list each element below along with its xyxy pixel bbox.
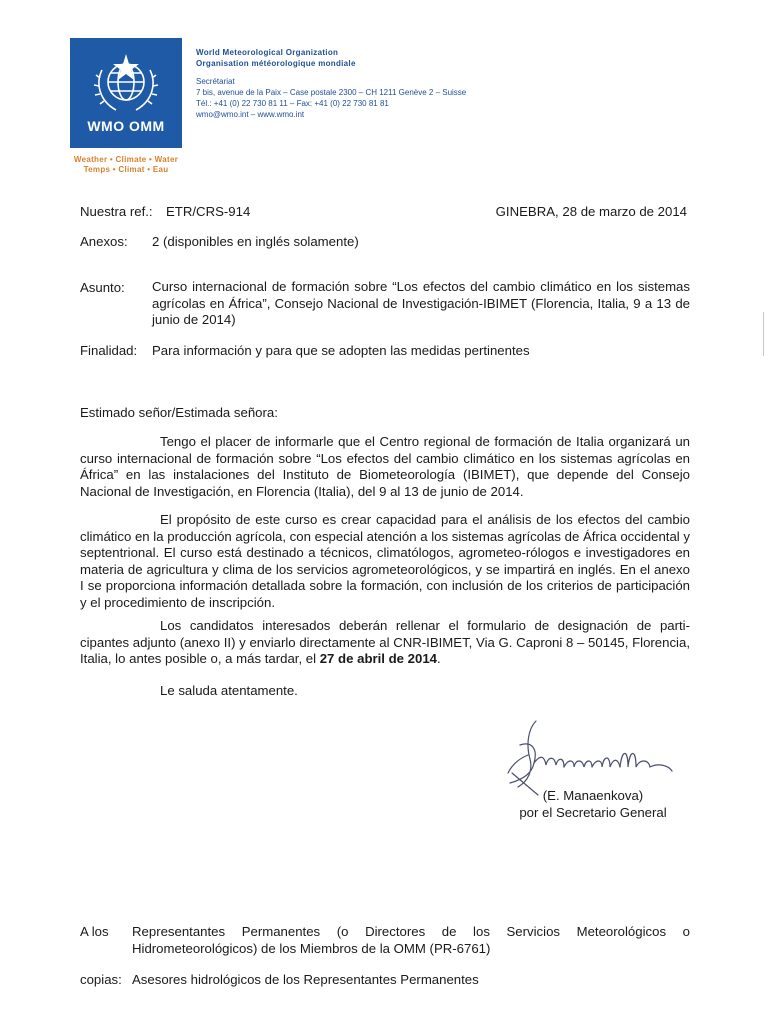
to-text: Representantes Permanentes (o Directores de los Servicios Meteorológicos o Hidrometeorológicos) de los Miembros de la OMM (PR-6761)	[132, 924, 690, 956]
place-date: GINEBRA, 28 de marzo de 2014	[495, 204, 687, 219]
paragraph-3-text: Los candidatos interesados deberán rellenar el formulario de designación de parti-cipantes adjunto (anexo II) y enviarlo directamente al CNR-IBIMET, Via G. Caproni 8 – 50145, Florencia, Italia, lo antes posible o, a más tardar, el	[80, 618, 690, 666]
phone-fax: Tél.: +41 (0) 22 730 81 11 – Fax: +41 (0) 22 730 81 81	[196, 99, 389, 108]
purpose-text: Para información y para que se adopten las medidas pertinentes	[152, 343, 530, 358]
email-web: wmo@wmo.int – www.wmo.int	[196, 110, 305, 119]
postal-address: 7 bis, avenue de la Paix – Case postale 2300 – CH 1211 Genève 2 – Suisse	[196, 88, 467, 97]
logo-tagline-en: Weather • Climate • Water	[73, 155, 179, 164]
reference-value: ETR/CRS-914	[166, 204, 251, 219]
subject-text: Curso internacional de formación sobre “Los efectos del cambio climático en los sistemas agrícolas en África”, Consejo Nacional de Investigación-IBIMET (Florencia, Italia, 9 a 13 de junio de 2014)	[152, 279, 690, 327]
subject-label: Asunto:	[80, 280, 125, 295]
deadline-date: 27 de abril de 2014	[319, 651, 438, 666]
logo-tagline-fr: Temps • Climat • Eau	[83, 165, 169, 174]
to-label: A los	[80, 924, 109, 939]
paragraph-2-text: El propósito de este curso es crear capacidad para el análisis de los efectos del cambio climático en la producción agrícola, con especial atención a los sistemas agrícolas de África occidental y septentrional. El curso está destinado a técnicos, climatólogos, agrometeo-rólogos e investigadores en materia de agricultura y clima de los servicios agrometeorológicos, y se impartirá en inglés. En el anexo I se proporciona información detallada sobre la formación, con inclusión de los criterios de participación y el procedimiento de inscripción.	[80, 512, 690, 610]
paragraph-3: Los candidatos interesados deberán rellenar el formulario de designación de parti-cipantes adjunto (anexo II) y enviarlo directamente al CNR-IBIMET, Via G. Caproni 8 – 50145, Florencia, Italia, lo antes posible o, a más tardar, el 27 de abril de 2014.	[80, 618, 690, 666]
wmo-logo	[70, 38, 182, 148]
annex-label: Anexos:	[80, 234, 128, 249]
cc-text: Asesores hidrológicos de los Representantes Permanentes	[132, 972, 479, 987]
signatory-title: por el Secretario General	[519, 804, 667, 820]
signatory-name: (E. Manaenkova)	[542, 788, 644, 803]
org-name-en: World Meteorological Organization	[196, 48, 339, 57]
paragraph-1-text: Tengo el placer de informarle que el Centro regional de formación de Italia organizará un curso internacional de formación sobre “Los efectos del cambio climático en los sistemas agrícolas en África” en las instalaciones del Instituto de Biometeorología (IBIMET), que depende del Consejo Nacional de Investigación, en Florencia (Italia), del 9 al 13 de junio de 2014.	[80, 434, 690, 499]
wmo-emblem-icon	[88, 48, 164, 124]
annex-value: 2 (disponibles en inglés solamente)	[152, 234, 359, 249]
purpose-label: Finalidad:	[80, 343, 138, 358]
reference-label: Nuestra ref.:	[80, 204, 153, 219]
closing: Le saluda atentamente.	[160, 683, 298, 698]
paragraph-2	[80, 512, 690, 611]
cc-label: copias:	[80, 972, 122, 987]
scan-edge-mark	[763, 312, 764, 356]
organization-address-block	[196, 47, 466, 120]
org-name-fr: Organisation météorologique mondiale	[196, 59, 356, 68]
logo-wordmark: WMO OMM	[87, 118, 165, 134]
signatory-block	[508, 788, 678, 821]
secretariat-label: Secrétariat	[196, 77, 235, 86]
handwritten-signature	[498, 715, 688, 797]
paragraph-1	[80, 434, 690, 500]
salutation: Estimado señor/Estimada señora:	[80, 405, 278, 420]
